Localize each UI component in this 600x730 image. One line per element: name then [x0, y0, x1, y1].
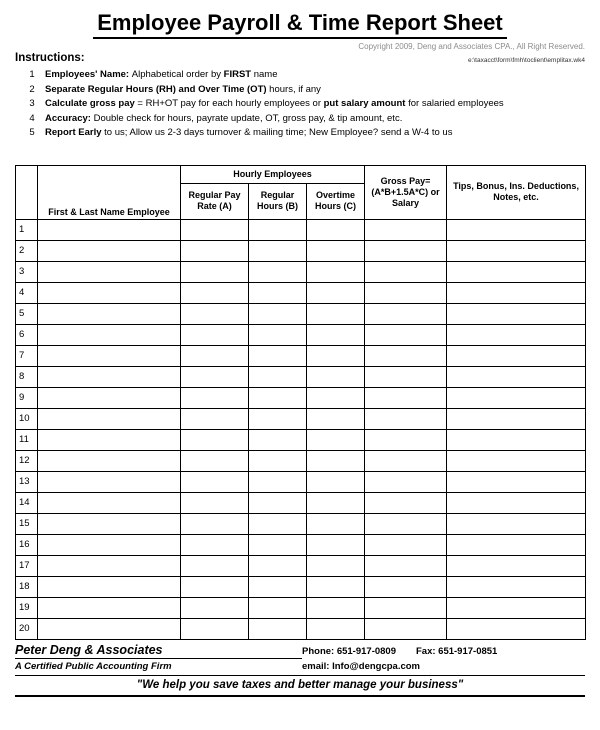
row-number: 15	[16, 513, 38, 534]
instruction-number: 2	[29, 83, 35, 95]
empty-cell-gross-pay	[365, 408, 447, 429]
empty-cell-regular-hours	[249, 345, 307, 366]
empty-cell-pay-rate	[181, 324, 249, 345]
instruction-item	[15, 126, 585, 141]
empty-cell-gross-pay	[365, 387, 447, 408]
instruction-item	[15, 112, 585, 127]
empty-cell-gross-pay	[365, 618, 447, 639]
empty-cell-name	[38, 576, 181, 597]
table-row	[16, 240, 586, 261]
empty-cell-overtime-hours	[307, 429, 365, 450]
empty-cell-pay-rate	[181, 261, 249, 282]
empty-cell-regular-hours	[249, 618, 307, 639]
empty-cell-gross-pay	[365, 597, 447, 618]
empty-cell-overtime-hours	[307, 471, 365, 492]
empty-cell-overtime-hours	[307, 618, 365, 639]
empty-cell-pay-rate	[181, 597, 249, 618]
row-number: 20	[16, 618, 38, 639]
name-column-header: First & Last Name Employee	[38, 165, 181, 219]
row-number: 14	[16, 492, 38, 513]
empty-cell-pay-rate	[181, 366, 249, 387]
empty-cell-name	[38, 429, 181, 450]
footer	[15, 640, 585, 697]
empty-cell-tips	[447, 492, 586, 513]
empty-cell-name	[38, 261, 181, 282]
table-row	[16, 345, 586, 366]
row-number: 6	[16, 324, 38, 345]
table-row	[16, 492, 586, 513]
hourly-employees-group-header: Hourly Employees	[181, 165, 365, 183]
table-row	[16, 618, 586, 639]
file-reference: e:\taxacct\form\fmh\toclient\emplitax.wk4	[467, 57, 585, 64]
row-number: 1	[16, 219, 38, 240]
empty-cell-tips	[447, 324, 586, 345]
empty-cell-pay-rate	[181, 492, 249, 513]
empty-cell-overtime-hours	[307, 597, 365, 618]
empty-cell-tips	[447, 513, 586, 534]
empty-cell-tips	[447, 345, 586, 366]
empty-cell-tips	[447, 576, 586, 597]
empty-cell-tips	[447, 240, 586, 261]
table-row	[16, 429, 586, 450]
empty-cell-gross-pay	[365, 282, 447, 303]
header-meta	[15, 52, 585, 64]
tips-column-header: Tips, Bonus, Ins. Deductions, Notes, etc.	[447, 165, 586, 219]
table-row	[16, 555, 586, 576]
empty-cell-pay-rate	[181, 387, 249, 408]
empty-cell-pay-rate	[181, 282, 249, 303]
row-number: 16	[16, 534, 38, 555]
empty-cell-pay-rate	[181, 576, 249, 597]
pay-rate-column-header: Regular Pay Rate (A)	[181, 183, 249, 219]
row-number: 19	[16, 597, 38, 618]
empty-cell-name	[38, 408, 181, 429]
regular-hours-column-header: Regular Hours (B)	[249, 183, 307, 219]
row-number: 2	[16, 240, 38, 261]
empty-cell-tips	[447, 597, 586, 618]
instruction-text: Separate Regular Hours (RH) and Over Time (OT) hours, if any	[45, 83, 321, 95]
empty-cell-gross-pay	[365, 219, 447, 240]
instruction-text: Employees' Name: Alphabetical order by FIRST name	[45, 69, 278, 80]
empty-cell-name	[38, 345, 181, 366]
table-row	[16, 366, 586, 387]
empty-cell-name	[38, 534, 181, 555]
empty-cell-name	[38, 492, 181, 513]
row-number: 8	[16, 366, 38, 387]
row-number: 3	[16, 261, 38, 282]
empty-cell-gross-pay	[365, 555, 447, 576]
empty-cell-tips	[447, 471, 586, 492]
empty-cell-pay-rate	[181, 429, 249, 450]
instructions-heading: Instructions:	[15, 52, 85, 64]
table-row	[16, 219, 586, 240]
empty-cell-tips	[447, 618, 586, 639]
empty-cell-gross-pay	[365, 492, 447, 513]
empty-cell-tips	[447, 303, 586, 324]
empty-cell-tips	[447, 429, 586, 450]
empty-cell-gross-pay	[365, 429, 447, 450]
empty-cell-name	[38, 471, 181, 492]
instruction-number: 1	[29, 69, 35, 80]
row-number: 9	[16, 387, 38, 408]
fax-number: Fax: 651-917-0851	[416, 645, 498, 657]
empty-cell-gross-pay	[365, 450, 447, 471]
copyright-text: Copyright 2009, Deng and Associates CPA., All Right Reserved.	[358, 42, 585, 51]
row-number: 18	[16, 576, 38, 597]
instruction-number: 4	[29, 112, 35, 124]
instruction-item	[15, 97, 585, 112]
empty-cell-gross-pay	[365, 471, 447, 492]
instruction-text: Accuracy: Double check for hours, payrate update, OT, gross pay, & tip amount, etc.	[45, 112, 403, 124]
empty-cell-gross-pay	[365, 324, 447, 345]
empty-cell-name	[38, 618, 181, 639]
gross-pay-column-header: Gross Pay= (A*B+1.5A*C) or Salary	[365, 165, 447, 219]
empty-cell-regular-hours	[249, 240, 307, 261]
empty-cell-gross-pay	[365, 345, 447, 366]
empty-cell-pay-rate	[181, 471, 249, 492]
empty-cell-pay-rate	[181, 219, 249, 240]
phone-number: Phone: 651-917-0809	[302, 645, 396, 657]
table-row	[16, 534, 586, 555]
empty-cell-tips	[447, 261, 586, 282]
row-number: 13	[16, 471, 38, 492]
empty-cell-gross-pay	[365, 366, 447, 387]
payroll-table-header	[16, 165, 586, 219]
empty-cell-regular-hours	[249, 450, 307, 471]
instructions-list	[15, 68, 585, 141]
instruction-item	[15, 83, 585, 98]
empty-cell-overtime-hours	[307, 219, 365, 240]
table-row	[16, 303, 586, 324]
empty-cell-name	[38, 366, 181, 387]
empty-cell-regular-hours	[249, 387, 307, 408]
payroll-table-body	[16, 219, 586, 639]
empty-cell-gross-pay	[365, 513, 447, 534]
empty-cell-regular-hours	[249, 282, 307, 303]
empty-cell-regular-hours	[249, 576, 307, 597]
empty-cell-tips	[447, 408, 586, 429]
empty-cell-overtime-hours	[307, 303, 365, 324]
payroll-table	[15, 165, 586, 640]
empty-cell-name	[38, 240, 181, 261]
empty-cell-name	[38, 219, 181, 240]
empty-cell-overtime-hours	[307, 366, 365, 387]
empty-cell-pay-rate	[181, 240, 249, 261]
table-row	[16, 513, 586, 534]
table-row	[16, 450, 586, 471]
empty-cell-tips	[447, 534, 586, 555]
empty-cell-regular-hours	[249, 303, 307, 324]
empty-cell-tips	[447, 387, 586, 408]
empty-cell-overtime-hours	[307, 450, 365, 471]
row-number: 5	[16, 303, 38, 324]
table-row	[16, 282, 586, 303]
table-row	[16, 471, 586, 492]
row-number: 17	[16, 555, 38, 576]
empty-cell-tips	[447, 366, 586, 387]
email-address: email: Info@dengcpa.com	[302, 660, 421, 672]
empty-cell-overtime-hours	[307, 534, 365, 555]
empty-cell-gross-pay	[365, 576, 447, 597]
empty-cell-name	[38, 555, 181, 576]
empty-cell-pay-rate	[181, 618, 249, 639]
empty-cell-name	[38, 324, 181, 345]
empty-cell-regular-hours	[249, 597, 307, 618]
table-row	[16, 261, 586, 282]
empty-cell-pay-rate	[181, 534, 249, 555]
empty-cell-name	[38, 513, 181, 534]
empty-cell-pay-rate	[181, 555, 249, 576]
instruction-number: 5	[29, 127, 35, 138]
empty-cell-pay-rate	[181, 513, 249, 534]
table-row	[16, 597, 586, 618]
empty-cell-gross-pay	[365, 261, 447, 282]
table-row	[16, 408, 586, 429]
row-number: 10	[16, 408, 38, 429]
empty-cell-overtime-hours	[307, 408, 365, 429]
instruction-item	[15, 68, 585, 83]
instruction-number: 3	[29, 98, 35, 109]
page-title: Employee Payroll & Time Report Sheet	[93, 10, 507, 39]
empty-cell-overtime-hours	[307, 324, 365, 345]
row-number: 7	[16, 345, 38, 366]
empty-cell-regular-hours	[249, 492, 307, 513]
empty-cell-regular-hours	[249, 471, 307, 492]
empty-cell-gross-pay	[365, 240, 447, 261]
empty-cell-regular-hours	[249, 324, 307, 345]
empty-cell-regular-hours	[249, 555, 307, 576]
row-number: 4	[16, 282, 38, 303]
empty-cell-regular-hours	[249, 513, 307, 534]
empty-cell-overtime-hours	[307, 387, 365, 408]
firm-name: Peter Deng & Associates	[15, 642, 163, 657]
empty-cell-overtime-hours	[307, 261, 365, 282]
empty-cell-regular-hours	[249, 408, 307, 429]
empty-cell-tips	[447, 219, 586, 240]
empty-cell-tips	[447, 555, 586, 576]
firm-tagline: "We help you save taxes and better manage your business"	[15, 676, 585, 697]
empty-cell-regular-hours	[249, 429, 307, 450]
empty-cell-overtime-hours	[307, 240, 365, 261]
empty-cell-overtime-hours	[307, 345, 365, 366]
empty-cell-name	[38, 387, 181, 408]
firm-subtitle: A Certified Public Accounting Firm	[15, 660, 172, 672]
empty-cell-pay-rate	[181, 303, 249, 324]
empty-cell-overtime-hours	[307, 282, 365, 303]
empty-cell-regular-hours	[249, 366, 307, 387]
empty-cell-gross-pay	[365, 534, 447, 555]
row-number: 11	[16, 429, 38, 450]
title-wrap	[15, 10, 585, 39]
footer-row-firm	[15, 640, 585, 659]
footer-row-subtitle	[15, 659, 585, 676]
empty-cell-overtime-hours	[307, 555, 365, 576]
empty-cell-regular-hours	[249, 534, 307, 555]
empty-cell-name	[38, 282, 181, 303]
empty-cell-pay-rate	[181, 345, 249, 366]
table-row	[16, 387, 586, 408]
empty-cell-regular-hours	[249, 219, 307, 240]
empty-cell-regular-hours	[249, 261, 307, 282]
table-row	[16, 576, 586, 597]
instruction-text: Calculate gross pay = RH+OT pay for each hourly employees or put salary amount for salaried employees	[45, 98, 504, 109]
empty-cell-tips	[447, 450, 586, 471]
row-number: 12	[16, 450, 38, 471]
empty-cell-name	[38, 597, 181, 618]
empty-cell-pay-rate	[181, 450, 249, 471]
instruction-text: Report Early to us; Allow us 2-3 days turnover & mailing time; New Employee? send a W-4 to us	[45, 127, 453, 138]
table-row	[16, 324, 586, 345]
empty-cell-gross-pay	[365, 303, 447, 324]
empty-cell-name	[38, 303, 181, 324]
empty-cell-tips	[447, 282, 586, 303]
empty-cell-overtime-hours	[307, 492, 365, 513]
empty-cell-name	[38, 450, 181, 471]
empty-cell-overtime-hours	[307, 513, 365, 534]
empty-cell-pay-rate	[181, 408, 249, 429]
empty-cell-overtime-hours	[307, 576, 365, 597]
row-number-column-header	[16, 165, 38, 219]
overtime-hours-column-header: Overtime Hours (C)	[307, 183, 365, 219]
